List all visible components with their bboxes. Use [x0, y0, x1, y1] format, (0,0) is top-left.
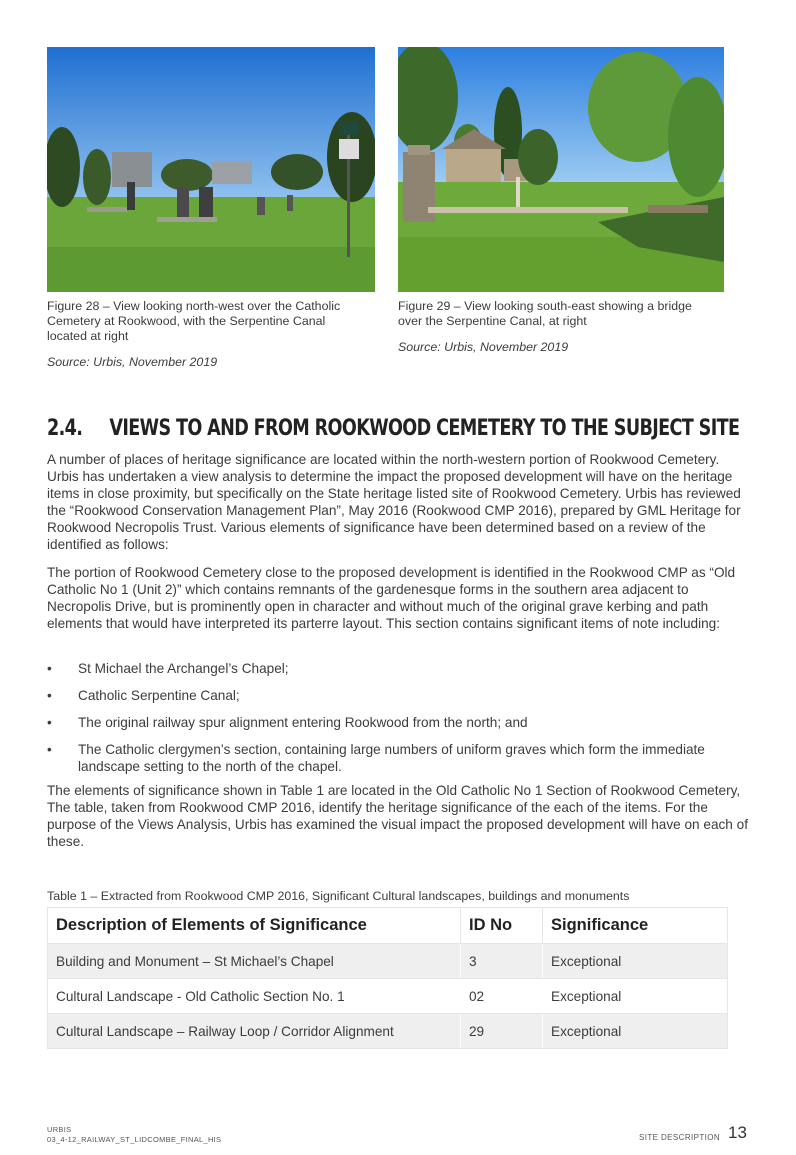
significance-table — [47, 907, 728, 1049]
bullet-icon: • — [47, 741, 52, 757]
bullet-icon: • — [47, 714, 52, 730]
column-header: Significance — [543, 908, 728, 944]
list-item-text: St Michael the Archangel’s Chapel; — [78, 661, 289, 676]
section-title: VIEWS TO AND FROM ROOKWOOD CEMETERY TO THE SUBJECT SITE — [109, 416, 740, 441]
list-item-text: Catholic Serpentine Canal; — [78, 687, 240, 703]
table-row — [48, 944, 728, 979]
table-cell: Exceptional — [543, 1014, 728, 1049]
table-cell: Cultural Landscape – Railway Loop / Corridor Alignment — [48, 1014, 461, 1049]
portion-paragraph: The portion of Rookwood Cemetery close to the proposed development is identified in the Rookwood CMP as “Old Catholic No 1 (Unit 2)” which contains remnants of the gardenesque forms in the southern area adjacent to Necropolis Drive, but is prominently open in character and without much of the original grave kerbing and path elements that would have interpreted its parterre layout. This section contains significant items of note including: — [47, 565, 736, 631]
table-caption: Table 1 – Extracted from Rookwood CMP 2016, Significant Cultural landscapes, buildings and monuments — [47, 889, 630, 903]
table-header-row — [48, 908, 728, 944]
figure-28-photo — [47, 47, 375, 292]
table-cell: 02 — [461, 979, 543, 1014]
significant-items-list — [47, 661, 747, 776]
table-cell: Exceptional — [543, 979, 728, 1014]
footer-org: URBIS — [47, 1125, 72, 1134]
footer-meta — [47, 1125, 221, 1145]
table-cell: Exceptional — [543, 944, 728, 979]
list-item — [47, 661, 747, 678]
table-cell: 29 — [461, 1014, 543, 1049]
list-item — [47, 715, 747, 732]
figure-29-photo — [398, 47, 724, 292]
section-heading — [47, 416, 739, 441]
list-item-text: The original railway spur alignment entering Rookwood from the north; and — [78, 714, 528, 730]
footer-section-name: SITE DESCRIPTION — [639, 1133, 721, 1142]
figure-28-source: Source: Urbis, November 2019 — [47, 355, 218, 369]
footer-doc-id: 03_4-12_RAILWAY_ST_LIDCOMBE_FINAL_HIS — [47, 1135, 222, 1144]
table-row — [48, 1014, 728, 1049]
column-header: ID No — [461, 908, 543, 944]
figure-29-source: Source: Urbis, November 2019 — [398, 340, 569, 354]
elements-paragraph: The elements of significance shown in Table 1 are located in the Old Catholic No 1 Section of Rookwood Cemetery, The table, taken from Rookwood CMP 2016, identify the heritage significance of the each of the items. For the purpose of the Views Analysis, Urbis has examined the visual impact the proposed development will have on each of these. — [47, 783, 748, 849]
intro-paragraph: A number of places of heritage significance are located within the north-western portion of Rookwood Cemetery. Urbis has undertaken a view analysis to determine the impact the proposed development will have on the heritage items in close proximity, but specifically on the State heritage listed site of Rookwood Cemetery. Urbis has reviewed the “Rookwood Conservation Management Plan”, May 2016 (Rookwood CMP 2016), prepared by GML Heritage for Rookwood Necropolis Trust. Various elements of significance have been determined based on a review of the identified as follows: — [47, 452, 741, 552]
table-cell: Building and Monument – St Michael’s Chapel — [48, 944, 461, 979]
list-item — [47, 688, 747, 705]
table-cell: 3 — [461, 944, 543, 979]
list-item — [47, 742, 747, 776]
table-row — [48, 979, 728, 1014]
list-item-text: The Catholic clergymen’s section, containing large numbers of uniform graves which form the immediate landscape setting to the north of the chapel. — [78, 741, 705, 774]
bullet-icon: • — [47, 661, 52, 676]
page-number: 13 — [728, 1123, 747, 1142]
column-header: Description of Elements of Significance — [48, 908, 461, 944]
figure-28-caption: Figure 28 – View looking north-west over the Catholic Cemetery at Rookwood, with the Serpentine Canal located at right — [47, 299, 341, 343]
figure-29-caption: Figure 29 – View looking south-east showing a bridge over the Serpentine Canal, at right — [398, 299, 692, 328]
table-cell: Cultural Landscape - Old Catholic Section No. 1 — [48, 979, 461, 1014]
bullet-icon: • — [47, 687, 52, 703]
section-number: 2.4. — [47, 416, 83, 441]
